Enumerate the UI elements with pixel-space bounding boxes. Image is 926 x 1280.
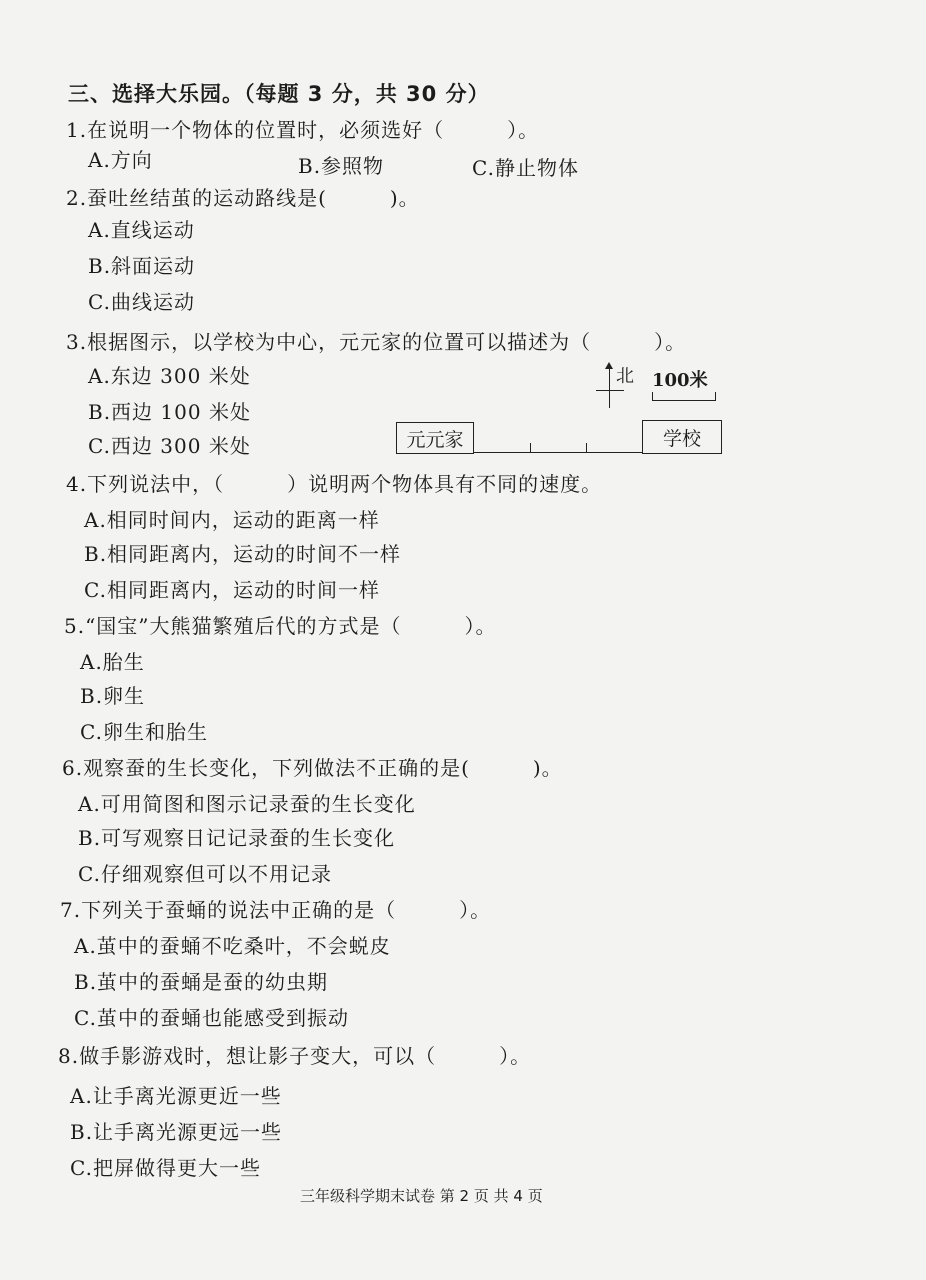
q4-option-a: A.相同时间内，运动的距离一样 — [84, 508, 380, 532]
q5-option-c: C.卵生和胎生 — [80, 720, 208, 744]
school-box: 学校 — [642, 420, 722, 454]
question-1: 1.在说明一个物体的位置时，必须选好（ ）。 — [66, 118, 540, 142]
q3-option-c: C.西边 300 米处 — [88, 434, 251, 458]
q7-option-a: A.茧中的蚕蛹不吃桑叶，不会蜕皮 — [74, 934, 391, 958]
question-2: 2.蚕吐丝结茧的运动路线是( )。 — [66, 186, 420, 210]
question-7: 7.下列关于蚕蛹的说法中正确的是（ ）。 — [60, 898, 492, 922]
q6-option-a: A.可用简图和图示记录蚕的生长变化 — [78, 792, 416, 816]
distance-tick-2 — [586, 443, 587, 453]
q3-option-a: A.东边 300 米处 — [88, 364, 251, 388]
page-footer: 三年级科学期末试卷 第 2 页 共 4 页 — [300, 1187, 543, 1205]
q1-option-c: C.静止物体 — [472, 156, 579, 180]
section-title: 三、选择大乐园。（每题 3 分，共 30 分） — [68, 82, 490, 106]
q8-option-a: A.让手离光源更近一些 — [70, 1084, 282, 1108]
home-box: 元元家 — [396, 422, 474, 454]
q6-option-c: C.仔细观察但可以不用记录 — [78, 862, 332, 886]
question-6: 6.观察蚕的生长变化，下列做法不正确的是( )。 — [62, 756, 563, 780]
q1-option-b: B.参照物 — [298, 154, 385, 178]
q8-option-c: C.把屏做得更大一些 — [70, 1156, 261, 1180]
q6-option-b: B.可写观察日记记录蚕的生长变化 — [78, 826, 396, 850]
q7-option-b: B.茧中的蚕蛹是蚕的幼虫期 — [74, 970, 329, 994]
q2-option-b: B.斜面运动 — [88, 254, 196, 278]
question-3: 3.根据图示，以学校为中心，元元家的位置可以描述为（ ）。 — [66, 330, 687, 354]
q4-option-c: C.相同距离内，运动的时间一样 — [84, 578, 380, 602]
q5-option-a: A.胎生 — [80, 650, 145, 674]
scale-bracket — [652, 392, 716, 401]
q8-option-b: B.让手离光源更远一些 — [70, 1120, 283, 1144]
question-5: 5.“国宝”大熊猫繁殖后代的方式是（ ）。 — [64, 614, 497, 638]
q5-option-b: B.卵生 — [80, 684, 146, 708]
q1-option-a: A.方向 — [88, 148, 153, 172]
north-crossbar — [596, 390, 624, 391]
north-arrowhead-icon — [605, 362, 613, 369]
q7-option-c: C.茧中的蚕蛹也能感受到振动 — [74, 1006, 349, 1030]
distance-line — [474, 452, 642, 453]
distance-tick-1 — [530, 443, 531, 453]
north-arrow-icon — [609, 368, 610, 408]
north-label: 北 — [616, 366, 634, 387]
scale-label: 100米 — [652, 370, 708, 391]
q3-option-b: B.西边 100 米处 — [88, 400, 251, 424]
q4-option-b: B.相同距离内，运动的时间不一样 — [84, 542, 402, 566]
question-8: 8.做手影游戏时，想让影子变大，可以（ ）。 — [58, 1044, 532, 1068]
q2-option-a: A.直线运动 — [88, 218, 195, 242]
q2-option-c: C.曲线运动 — [88, 290, 195, 314]
question-4: 4.下列说法中，（ ）说明两个物体具有不同的速度。 — [66, 472, 603, 496]
position-diagram — [396, 360, 726, 460]
